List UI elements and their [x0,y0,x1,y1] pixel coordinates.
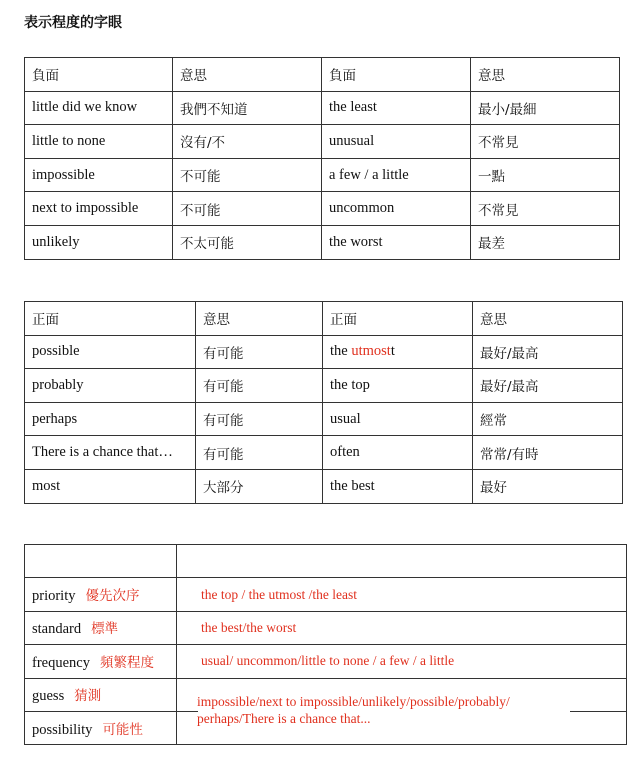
header-meaning: 意思 [173,58,322,92]
category-term: priority [32,588,76,605]
category-term: guess [32,688,65,705]
term-cell: a few / a little [322,158,471,192]
meaning-cell: 常常/有時 [473,436,623,470]
category-term-zh: 可能性 [102,721,143,738]
page-title: 表示程度的字眼 [24,15,122,31]
positive-degree-table [24,301,623,504]
meaning-cell: 有可能 [196,369,323,403]
category-cell [25,578,177,611]
divider [174,711,198,712]
category-cell [25,611,177,644]
category-term: standard [32,621,82,638]
handwritten-answer: the top / the utmost /the least [177,578,627,611]
term-cell: most [25,469,196,503]
table-row [25,369,623,403]
category-cell [25,678,177,711]
meaning-cell: 一點 [471,158,620,192]
meaning-cell: 大部分 [196,469,323,503]
meaning-cell: 不常見 [471,192,620,226]
term-cell: There is a chance that… [25,436,196,470]
term-prefix: the [330,343,348,360]
meaning-cell: 沒有/不 [173,125,322,159]
table-row [25,436,623,470]
header-meaning: 意思 [196,302,323,336]
category-term-zh: 頻繁程度 [99,654,154,671]
meaning-cell: 不可能 [173,192,322,226]
meaning-cell: 有可能 [196,335,323,369]
handwritten-answer-guess-possibility: impossible/next to impossible/unlikely/possible/probably/ perhaps/There is a chance that... [197,694,510,726]
table-header-row [25,302,623,336]
meaning-cell: 有可能 [196,402,323,436]
category-term-zh: 標準 [91,621,119,638]
table-row [25,469,623,503]
table-row [25,578,627,611]
table-row [25,91,620,125]
category-term-zh: 猜測 [74,688,102,705]
term-cell [323,335,473,369]
term-cell: the worst [322,225,471,259]
term-cell: possible [25,335,196,369]
term-cell: unlikely [25,225,173,259]
header-negative: 負面 [322,58,471,92]
term-cell: next to impossible [25,192,173,226]
header-meaning: 意思 [473,302,623,336]
term-cell: impossible [25,158,173,192]
table-row [25,158,620,192]
meaning-cell: 最小/最細 [471,91,620,125]
table-row [25,192,620,226]
term-cell: the best [323,469,473,503]
term-cell: usual [323,402,473,436]
table-header-row [25,58,620,92]
meaning-cell: 最好/最高 [473,335,623,369]
term-cell: the top [323,369,473,403]
header-meaning: 意思 [471,58,620,92]
handwritten-answer: usual/ uncommon/little to none / a few / a little [177,645,627,678]
handwritten-answer: the best/the worst [177,611,627,644]
meaning-cell: 不可能 [173,158,322,192]
empty-header-cell [177,545,627,578]
category-term-zh: 優先次序 [85,588,140,605]
table-header-row [25,545,627,578]
table-row [25,402,623,436]
meaning-cell: 不常見 [471,125,620,159]
meaning-cell: 最好/最高 [473,369,623,403]
table-row [25,645,627,678]
term-cell: perhaps [25,402,196,436]
meaning-cell: 經常 [473,402,623,436]
term-cell: little did we know [25,91,173,125]
empty-header-cell [25,545,177,578]
meaning-cell: 最差 [471,225,620,259]
table-row [25,225,620,259]
header-negative: 負面 [25,58,173,92]
divider [570,711,626,712]
table-row [25,125,620,159]
term-cell: the least [322,91,471,125]
header-positive: 正面 [25,302,196,336]
term-cell: uncommon [322,192,471,226]
term-cell: often [323,436,473,470]
handwritten-annotation: utmost [351,343,391,360]
meaning-cell: 不太可能 [173,225,322,259]
negative-degree-table [24,57,620,260]
meaning-cell: 有可能 [196,436,323,470]
term-cell: probably [25,369,196,403]
table-row [25,611,627,644]
meaning-cell: 我們不知道 [173,91,322,125]
category-term: frequency [32,654,90,671]
term-cell: little to none [25,125,173,159]
table-row [25,335,623,369]
category-term: possibility [32,721,93,738]
header-positive: 正面 [323,302,473,336]
category-cell [25,645,177,678]
category-cell [25,711,177,744]
term-cell: unusual [322,125,471,159]
meaning-cell: 最好 [473,469,623,503]
term-suffix: t [390,343,395,360]
